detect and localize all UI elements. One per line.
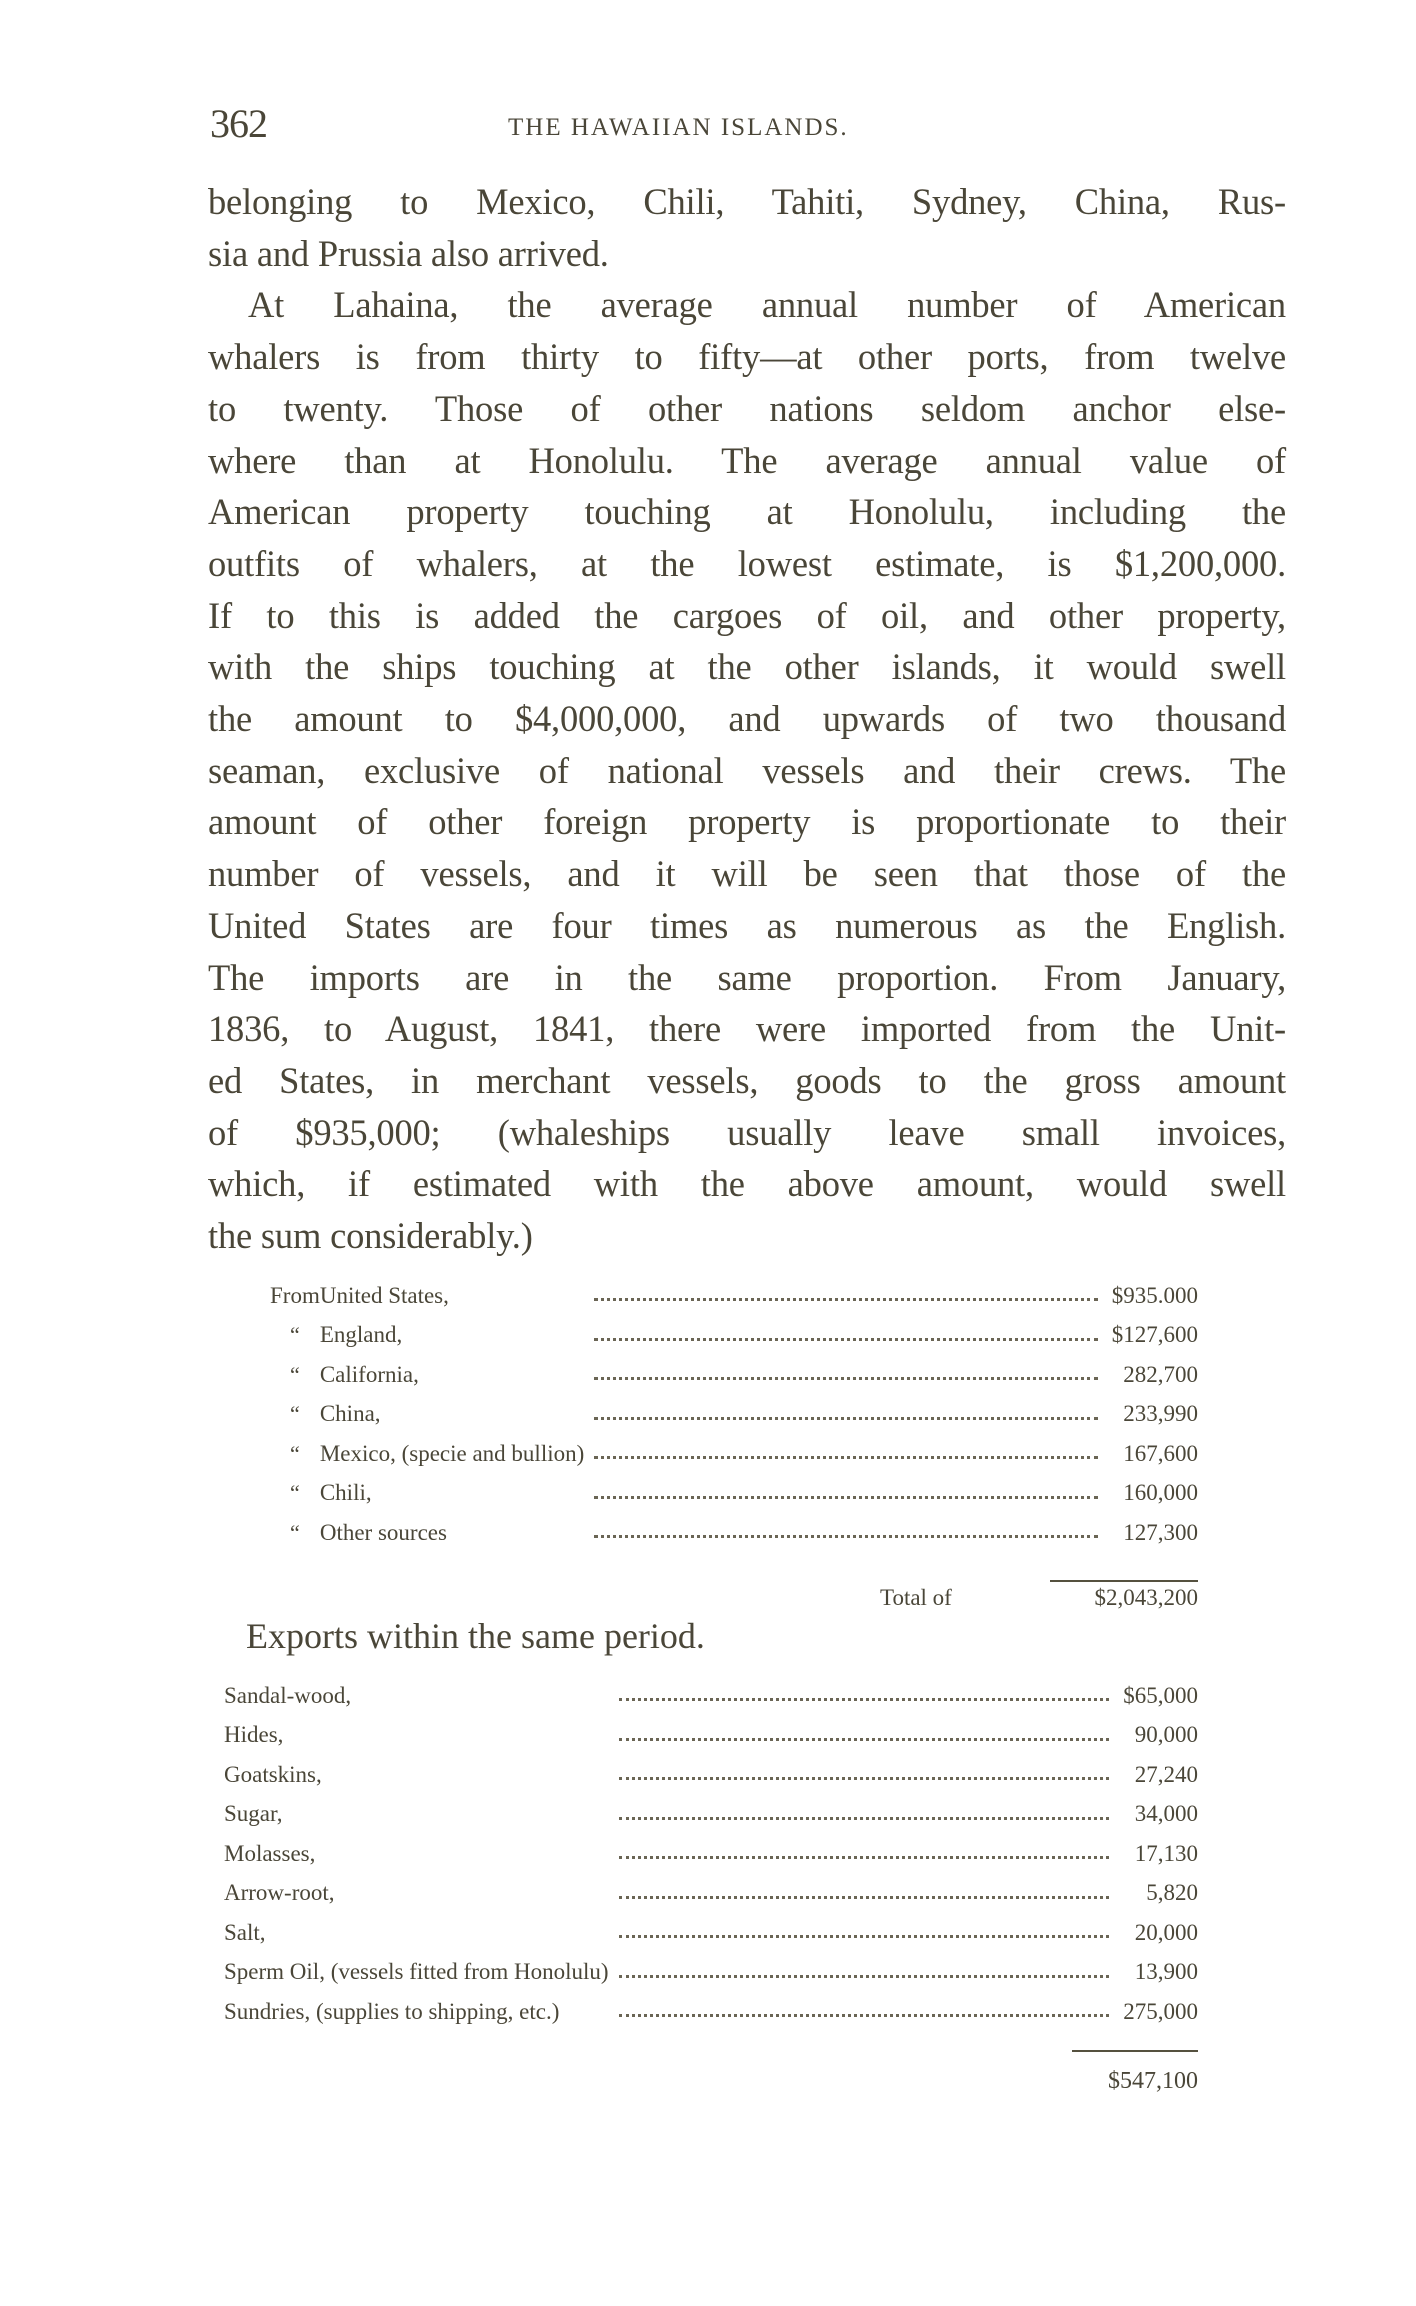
- row-label: Arrow-root,: [224, 1880, 335, 1906]
- ditto-mark: “: [290, 1480, 300, 1506]
- table-row: [270, 1355, 1198, 1395]
- dot-leader: [609, 1755, 1124, 1795]
- text-line: amount of other foreign property is proportionate to their: [208, 801, 1286, 843]
- table-row: [224, 1953, 1198, 1993]
- dot-leader: [584, 1513, 1111, 1553]
- row-label: China,: [319, 1401, 381, 1427]
- running-title: THE HAWAIIAN ISLANDS.: [508, 114, 849, 141]
- text-line: where than at Honolulu. The average annual value of: [208, 439, 1286, 481]
- dot-leader: [584, 1474, 1111, 1514]
- text-line: belonging to Mexico, Chili, Tahiti, Sydney, China, Rus-: [208, 181, 1286, 222]
- text-line: the amount to $4,000,000, and upwards of two thousand: [208, 698, 1286, 740]
- table-row: [270, 1474, 1198, 1514]
- dot-leader: [584, 1355, 1111, 1395]
- dot-leader: [609, 1913, 1124, 1953]
- imports-total-label: Total of: [880, 1585, 952, 1610]
- imports-table: [270, 1276, 1198, 1553]
- table-row: [270, 1276, 1198, 1316]
- table-row: [224, 1795, 1198, 1835]
- table-row: [224, 1913, 1198, 1953]
- text-line: 1836, to August, 1841, there were imported from the Unit-: [208, 1008, 1286, 1050]
- exports-table: [224, 1676, 1198, 2032]
- dot-leader: [584, 1434, 1111, 1474]
- dot-leader: [609, 1874, 1124, 1914]
- text-line: ed States, in merchant vessels, goods to the gross amount: [208, 1059, 1286, 1101]
- row-amount: 17,130: [1134, 1840, 1198, 1866]
- table-row: [270, 1395, 1198, 1435]
- row-amount: 160,000: [1123, 1480, 1198, 1506]
- row-label: United States,: [319, 1282, 449, 1308]
- dot-leader: [584, 1395, 1111, 1435]
- text-line: sia and Prussia also arrived.: [208, 232, 609, 274]
- table-row: [270, 1513, 1198, 1553]
- row-label: Chili,: [319, 1480, 372, 1506]
- row-amount: 27,240: [1134, 1761, 1198, 1787]
- ditto-mark: “: [290, 1401, 300, 1427]
- row-label: Hides,: [224, 1722, 284, 1748]
- ditto-mark: “: [290, 1519, 300, 1545]
- ditto-mark: “: [290, 1440, 300, 1466]
- row-amount: 167,600: [1123, 1440, 1198, 1466]
- row-amount: 13,900: [1134, 1959, 1198, 1985]
- table-row: [224, 1676, 1198, 1716]
- table-row: [224, 1755, 1198, 1795]
- dot-leader: [609, 1834, 1124, 1874]
- table-row: [224, 1874, 1198, 1914]
- dot-leader: [609, 1992, 1124, 2032]
- row-label: Other sources: [319, 1519, 447, 1545]
- row-amount: 34,000: [1134, 1801, 1198, 1827]
- table-row: [270, 1316, 1198, 1356]
- row-label: Sugar,: [224, 1801, 283, 1827]
- exports-heading: Exports within the same period.: [246, 1616, 705, 1656]
- row-amount: $935.000: [1111, 1282, 1198, 1308]
- row-amount: 282,700: [1123, 1361, 1198, 1387]
- dot-leader: [609, 1716, 1124, 1756]
- dot-leader: [609, 1676, 1124, 1716]
- row-amount: 127,300: [1123, 1519, 1198, 1545]
- sum-rule: [1072, 2050, 1198, 2052]
- row-amount: 5,820: [1146, 1880, 1198, 1906]
- ditto-mark: “: [290, 1361, 300, 1387]
- text-line: of $935,000; (whaleships usually leave small invoices,: [208, 1111, 1286, 1153]
- dot-leader: [609, 1953, 1124, 1993]
- text-line: whalers is from thirty to fifty—at other ports, from twelve: [208, 336, 1286, 378]
- text-line: At Lahaina, the average annual number of American: [248, 284, 1286, 326]
- text-line: If to this is added the cargoes of oil, and other property,: [208, 594, 1286, 636]
- row-label: Salt,: [224, 1919, 266, 1945]
- imports-total-value: $2,043,200: [1094, 1585, 1198, 1610]
- row-label: Molasses,: [224, 1840, 316, 1866]
- exports-total-value: $547,100: [1108, 2068, 1198, 2094]
- text-line: seaman, exclusive of national vessels and their crews. The: [208, 749, 1286, 791]
- dot-leader: [609, 1795, 1124, 1835]
- row-label: Goatskins,: [224, 1761, 322, 1787]
- dot-leader: [584, 1276, 1111, 1316]
- text-line: outfits of whalers, at the lowest estimate, is $1,200,000.: [208, 542, 1286, 584]
- row-label: Sperm Oil, (vessels fitted from Honolulu): [224, 1959, 609, 1985]
- text-line: United States are four times as numerous as the English.: [208, 904, 1286, 946]
- row-amount: 90,000: [1134, 1722, 1198, 1748]
- row-amount: $127,600: [1111, 1322, 1198, 1348]
- row-amount: $65,000: [1123, 1682, 1198, 1708]
- row-label: Sundries, (supplies to shipping, etc.): [224, 1998, 560, 2024]
- running-head: [210, 100, 1210, 150]
- row-amount: 20,000: [1134, 1919, 1198, 1945]
- table-row: [224, 1834, 1198, 1874]
- table-row: [270, 1434, 1198, 1474]
- row-label: Sandal-wood,: [224, 1682, 352, 1708]
- body-text: [208, 176, 1286, 1262]
- row-label: California,: [319, 1361, 419, 1387]
- row-amount: 275,000: [1123, 1998, 1198, 2024]
- row-prefix: From: [270, 1282, 320, 1308]
- table-row: [224, 1992, 1198, 2032]
- text-line: which, if estimated with the above amount, would swell: [208, 1163, 1286, 1205]
- ditto-mark: “: [290, 1322, 300, 1348]
- dot-leader: [584, 1316, 1111, 1356]
- text-line: The imports are in the same proportion. From January,: [208, 956, 1286, 998]
- row-amount: 233,990: [1123, 1401, 1198, 1427]
- text-line: to twenty. Those of other nations seldom anchor else-: [208, 387, 1286, 429]
- page-number: 362: [210, 101, 267, 146]
- row-label: England,: [319, 1322, 403, 1348]
- row-label: Mexico, (specie and bullion): [319, 1440, 585, 1466]
- text-line: with the ships touching at the other islands, it would swell: [208, 646, 1286, 688]
- table-row: [224, 1716, 1198, 1756]
- text-line: the sum considerably.): [208, 1215, 533, 1257]
- text-line: number of vessels, and it will be seen that those of the: [208, 853, 1286, 895]
- text-line: American property touching at Honolulu, including the: [208, 491, 1286, 533]
- sum-rule: [1050, 1580, 1198, 1582]
